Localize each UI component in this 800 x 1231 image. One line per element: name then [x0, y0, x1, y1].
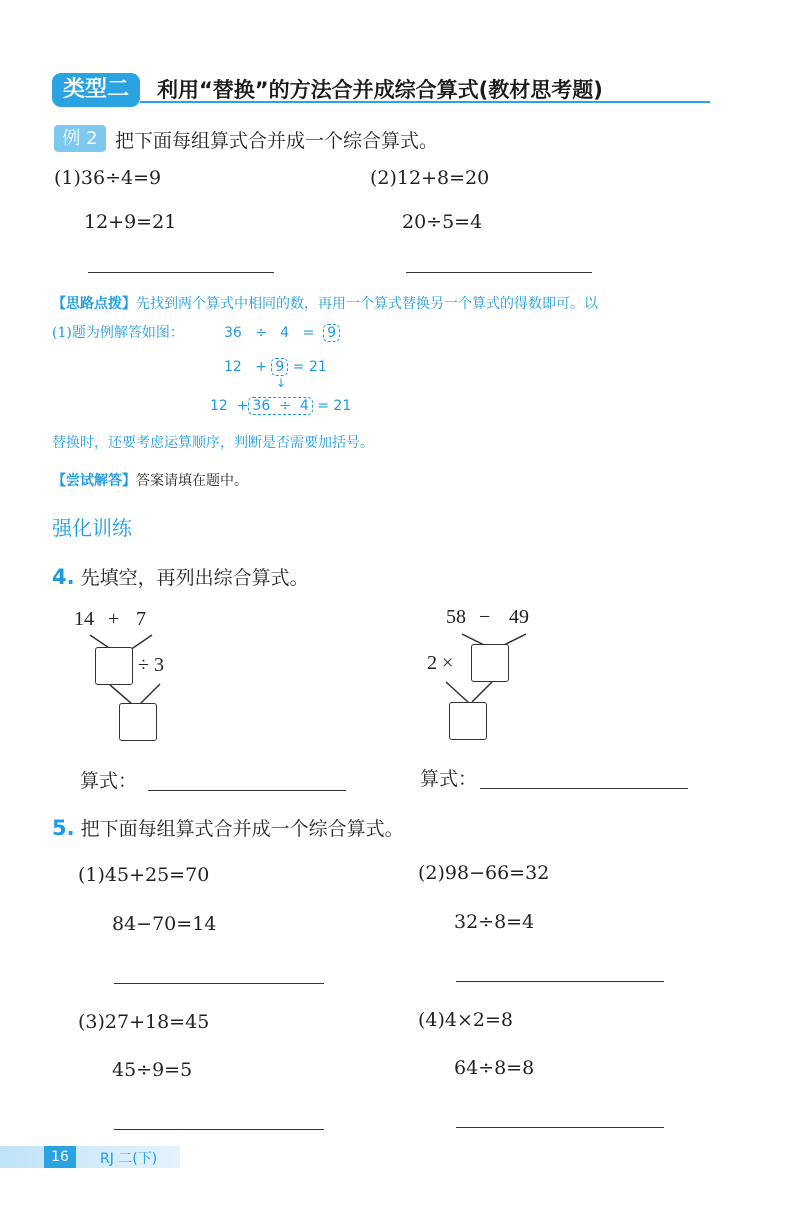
- diag-num: 21: [308, 359, 327, 375]
- q4-prompt: 先填空，再列出综合算式。: [80, 567, 309, 589]
- hint-line2: (1)题为例解答如图：: [52, 325, 184, 341]
- diag-num: 4: [280, 325, 290, 341]
- q4-left-op: +: [108, 608, 120, 630]
- diag-op: =: [292, 359, 305, 375]
- q4-left-box2[interactable]: [119, 703, 157, 741]
- diagram-arrow: ↓: [276, 376, 287, 390]
- diag-replaced-box: 9: [271, 358, 288, 376]
- section-badge: 类型二: [52, 73, 140, 107]
- diagram-row3: [210, 397, 351, 415]
- hint-line1: [52, 293, 598, 313]
- example-g2-line2: 20÷5=4: [402, 211, 483, 233]
- hint-note: 替换时，还要考虑运算顺序，判断是否需要加括号。: [52, 435, 374, 451]
- q4-right-a: 58: [446, 606, 466, 628]
- example-g1-line1: (1)36÷4=9: [54, 167, 162, 189]
- diag-result-box: 9: [323, 324, 340, 342]
- diagram-row1: [224, 324, 340, 342]
- q4-right-b: 49: [509, 606, 529, 628]
- diag-op: ÷: [279, 398, 291, 414]
- diag-num: 21: [333, 398, 352, 414]
- diag-num: 12: [210, 398, 228, 414]
- q4-right-op2: 2 ×: [427, 652, 454, 674]
- footer-label: RJ 二(下): [100, 1151, 158, 1167]
- diag-op: =: [302, 325, 315, 341]
- q5-g3-answer-line[interactable]: [114, 1129, 324, 1130]
- example-g1-answer-line[interactable]: [88, 272, 274, 273]
- section-title: 利用“替换”的方法合并成综合算式(教材思考题): [157, 78, 603, 102]
- diag-num: 36: [252, 398, 271, 414]
- page-number: 16: [44, 1146, 76, 1168]
- diag-expression-box: [248, 397, 312, 415]
- diag-op: +: [255, 359, 267, 375]
- q4-left-op2: ÷ 3: [138, 654, 164, 676]
- diag-num: 4: [299, 398, 309, 414]
- q4-right-formula-label: 算式：: [420, 768, 478, 790]
- q5-prompt: 把下面每组算式合并成一个综合算式。: [80, 818, 404, 840]
- q5-g4-answer-line[interactable]: [456, 1127, 664, 1128]
- q4-left-b: 7: [136, 608, 146, 630]
- q4-left-formula-label: 算式：: [80, 770, 138, 792]
- diag-num: 36: [224, 325, 242, 341]
- hint-tag: 【思路点拨】: [52, 296, 136, 312]
- q5-g1-line2: 84−70=14: [112, 913, 217, 935]
- diag-op: =: [317, 398, 329, 414]
- q5-g3-line2: 45÷9=5: [112, 1059, 193, 1081]
- q4-right-answer-line[interactable]: [480, 788, 688, 789]
- q4-right-op: −: [479, 606, 491, 628]
- q4-heading: [52, 563, 309, 590]
- q4-right-box2[interactable]: [449, 702, 487, 740]
- diag-op: +: [236, 398, 249, 414]
- try-tag: 【尝试解答】: [52, 473, 136, 489]
- diag-op: ÷: [255, 325, 267, 341]
- q4-left-answer-line[interactable]: [148, 790, 346, 791]
- hint-text1: 先找到两个算式中相同的数，再用一个算式替换另一个算式的得数即可。以: [136, 296, 598, 312]
- example-badge: 例 2: [54, 125, 106, 152]
- drill-title: 强化训练: [52, 516, 132, 540]
- q4-number: 4.: [52, 565, 75, 589]
- try-text: 答案请填在题中。: [136, 473, 248, 489]
- example-g2-answer-line[interactable]: [406, 272, 592, 273]
- q5-heading: [52, 814, 404, 841]
- q5-g2-answer-line[interactable]: [456, 981, 664, 982]
- q4-right-box1[interactable]: [471, 644, 509, 682]
- q5-g4-line1: (4)4×2=8: [418, 1009, 514, 1031]
- q5-g2-line1: (2)98−66=32: [418, 862, 550, 884]
- example-g2-line1: (2)12+8=20: [370, 167, 490, 189]
- q5-g1-answer-line[interactable]: [114, 983, 324, 984]
- try-answer: [52, 470, 248, 490]
- example-g1-line2: 12+9=21: [84, 211, 177, 233]
- example-prompt: 把下面每组算式合并成一个综合算式。: [115, 130, 439, 152]
- q5-g2-line2: 32÷8=4: [454, 911, 535, 933]
- diagram-row2: [224, 358, 327, 376]
- diag-num: 12: [224, 359, 242, 375]
- q5-g3-line1: (3)27+18=45: [78, 1011, 210, 1033]
- q5-number: 5.: [52, 816, 75, 840]
- q4-left-box1[interactable]: [95, 647, 133, 685]
- q5-g1-line1: (1)45+25=70: [78, 864, 210, 886]
- q4-left-a: 14: [74, 608, 94, 630]
- q5-g4-line2: 64÷8=8: [454, 1057, 535, 1079]
